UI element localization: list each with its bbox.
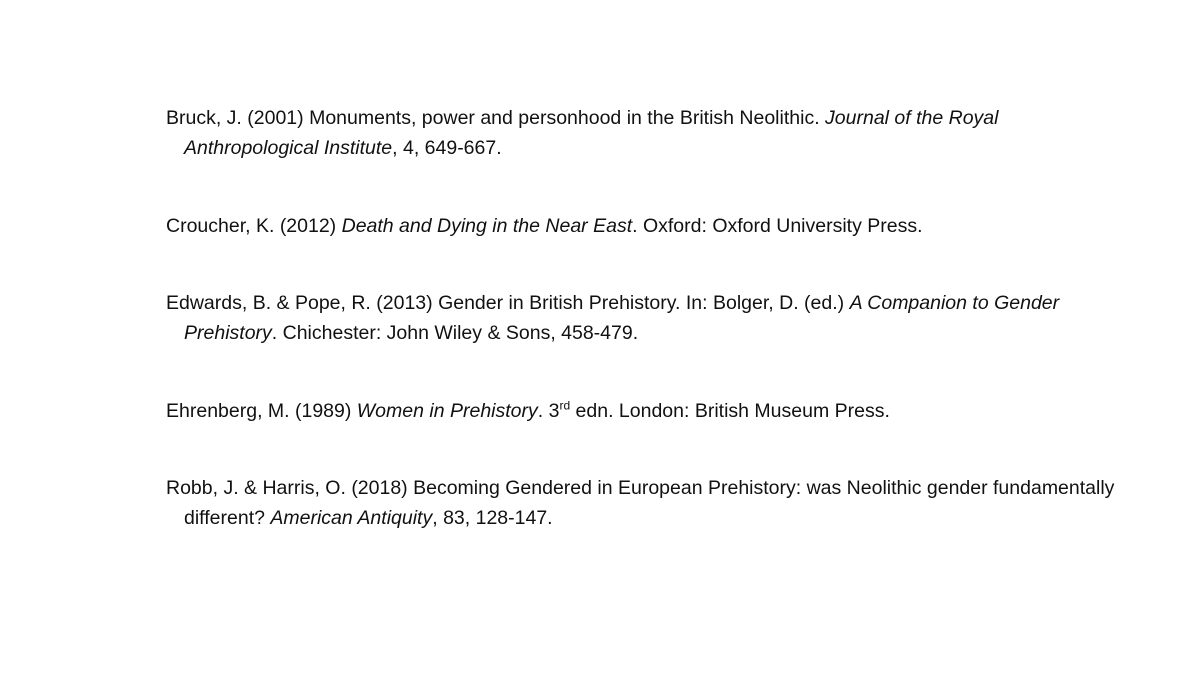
ref-authors: Bruck, J. <box>166 107 242 129</box>
reference-edwards-pope <box>166 288 1126 348</box>
ref-year: (2013) <box>376 292 433 314</box>
ref-year: (2012) <box>279 215 337 237</box>
ref-edition: . 3 <box>537 400 560 422</box>
ref-authors: Ehrenberg, M. <box>166 400 290 422</box>
ref-title: Becoming Gendered in European Prehistory: was Neolithic gender fundamentally different? <box>184 477 1115 529</box>
reference-croucher <box>166 211 1126 241</box>
reference-list <box>166 103 1126 533</box>
ref-book: A Companion to Gender Prehistory <box>184 292 1060 344</box>
ref-title: Monuments, power and personhood in the British Neolithic. <box>309 107 820 129</box>
reference-robb-harris <box>166 473 1126 533</box>
ref-year: (1989) <box>294 400 352 422</box>
ref-year: (2001) <box>247 107 304 129</box>
ref-journal: Journal of the Royal Anthropological Institute <box>184 107 999 159</box>
ref-title: Gender in British Prehistory. In: Bolger, D. (ed.) <box>438 292 845 314</box>
ref-authors: Edwards, B. & Pope, R. <box>166 292 371 314</box>
ref-journal: American Antiquity <box>270 507 433 529</box>
ref-details: , 4, 649-667. <box>392 137 502 159</box>
ref-book: Death and Dying in the Near East <box>341 215 633 237</box>
ref-details: . Chichester: John Wiley & Sons, 458-479. <box>271 322 639 344</box>
ref-details: . Oxford: Oxford University Press. <box>632 215 923 237</box>
ref-authors: Robb, J. & Harris, O. <box>166 477 346 499</box>
ref-edition-suffix: rd <box>559 398 571 413</box>
ref-details: , 83, 128-147. <box>432 507 553 529</box>
ref-authors: Croucher, K. <box>166 215 275 237</box>
ref-year: (2018) <box>351 477 408 499</box>
reference-ehrenberg <box>166 396 1126 426</box>
ref-details: edn. London: British Museum Press. <box>570 400 890 422</box>
ref-book: Women in Prehistory <box>356 400 538 422</box>
reference-bruck <box>166 103 1126 163</box>
